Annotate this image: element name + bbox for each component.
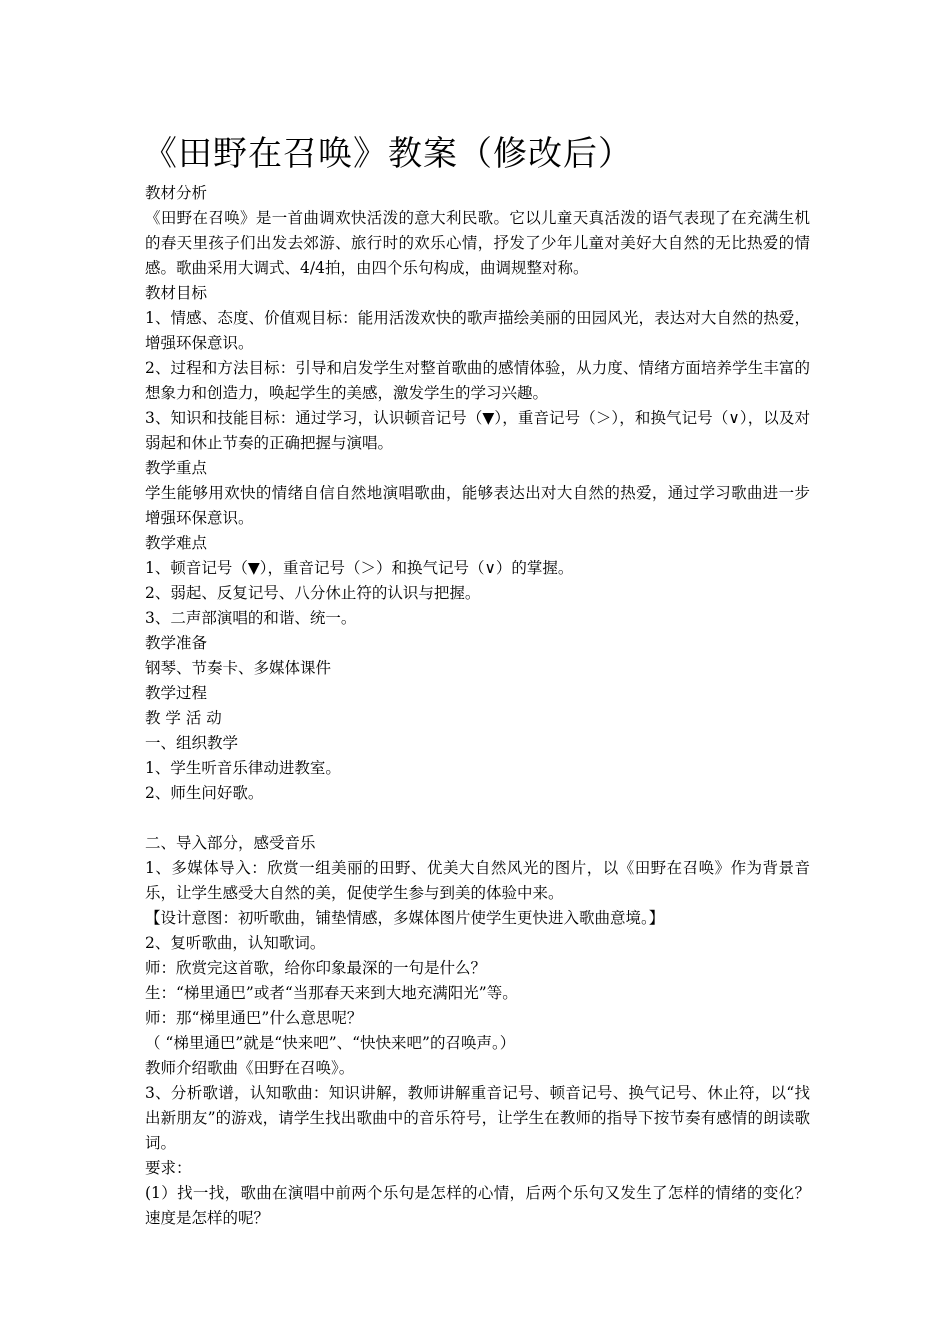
- intro-item-2: 2、复听歌曲，认知歌词。: [145, 934, 326, 952]
- step-heading-intro: 二、导入部分，感受音乐: [145, 834, 316, 852]
- section-heading-material-analysis: 教材分析: [145, 184, 208, 202]
- step-heading-organize: 一、组织教学: [145, 734, 239, 752]
- paragraph-material-analysis: 《田野在召唤》是一首曲调欢快活泼的意大利民歌。它以儿童天真活泼的语气表现了在充满生机的春天里孩子们出发去郊游、旅行时的欢乐心情，抒发了少年儿童对美好大自然的无比热爱的情感。歌曲采用大调式、4/4拍，由四个乐句构成，曲调规整对称。: [145, 209, 810, 277]
- section-heading-key-points: 教学重点: [145, 459, 208, 477]
- section-heading-difficulties: 教学难点: [145, 534, 208, 552]
- teacher-introduction: 教师介绍歌曲《田野在召唤》。: [145, 1059, 355, 1077]
- difficulty-item-2: 2、弱起、反复记号、八分休止符的认识与把握。: [145, 584, 481, 602]
- intro-item-1: 1、多媒体导入：欣赏一组美丽的田野、优美大自然风光的图片，以《田野在召唤》作为背景音乐，让学生感受大自然的美，促使学生参与到美的体验中来。: [145, 859, 810, 902]
- difficulty-item-1: 1、顿音记号（▼），重音记号（＞）和换气记号（∨）的掌握。: [145, 559, 574, 577]
- paragraph-key-points: 学生能够用欢快的情绪自信自然地演唱歌曲，能够表达出对大自然的热爱，通过学习歌曲进一步增强环保意识。: [145, 484, 810, 527]
- dialog-teacher-2: 师：那“梯里通巴”什么意思呢？: [145, 1009, 363, 1027]
- goal-item-1: 1、情感、态度、价值观目标：能用活泼欢快的歌声描绘美丽的田园风光，表达对大自然的热爱，增强环保意识。: [145, 309, 810, 352]
- document-title: 《田野在召唤》教案（修改后）: [143, 134, 633, 174]
- intro-item-3: 3、分析歌谱，认知歌曲：知识讲解，教师讲解重音记号、顿音记号、换气记号、休止符，以“找出新朋友”的游戏，请学生找出歌曲中的音乐符号，让学生在教师的指导下按节奏有感情的朗读歌词。: [145, 1084, 810, 1152]
- design-intent-note: 【设计意图：初听歌曲，铺垫情感，多媒体图片使学生更快进入歌曲意境。】: [145, 909, 665, 927]
- section-heading-preparation: 教学准备: [145, 634, 208, 652]
- dialog-teacher-1: 师：欣赏完这首歌，给你印象最深的一句是什么？: [145, 959, 487, 977]
- section-heading-teaching-goals: 教材目标: [145, 284, 208, 302]
- difficulty-item-3: 3、二声部演唱的和谐、统一。: [145, 609, 357, 627]
- goal-item-2: 2、过程和方法目标：引导和启发学生对整首歌曲的感情体验，从力度、情绪方面培养学生丰富的想象力和创造力，唤起学生的美感，激发学生的学习兴趣。: [145, 359, 810, 402]
- requirement-item-1: (1）找一找，歌曲在演唱中前两个乐句是怎样的心情，后两个乐句又发生了怎样的情绪的变化？速度是怎样的呢？: [145, 1184, 810, 1227]
- dialog-answer-note: （ “梯里通巴”就是“快来吧”、“快快来吧”的召唤声。）: [145, 1034, 516, 1052]
- goal-item-3: 3、知识和技能目标：通过学习，认识顿音记号（▼），重音记号（＞），和换气记号（∨），以及对弱起和休止节奏的正确把握与演唱。: [145, 409, 810, 452]
- step-item-1: 1、学生听音乐律动进教室。: [145, 759, 341, 777]
- step-item-2: 2、师生问好歌。: [145, 784, 264, 802]
- dialog-student-1: 生：“梯里通巴”或者“当那春天来到大地充满阳光”等。: [145, 984, 518, 1002]
- section-subheading-activities: 教 学 活 动: [145, 709, 222, 727]
- blank-line: [145, 806, 810, 831]
- requirements-heading: 要求：: [145, 1159, 192, 1177]
- paragraph-preparation: 钢琴、节奏卡、多媒体课件: [145, 659, 332, 677]
- document-page: [145, 131, 810, 1231]
- section-heading-process: 教学过程: [145, 684, 208, 702]
